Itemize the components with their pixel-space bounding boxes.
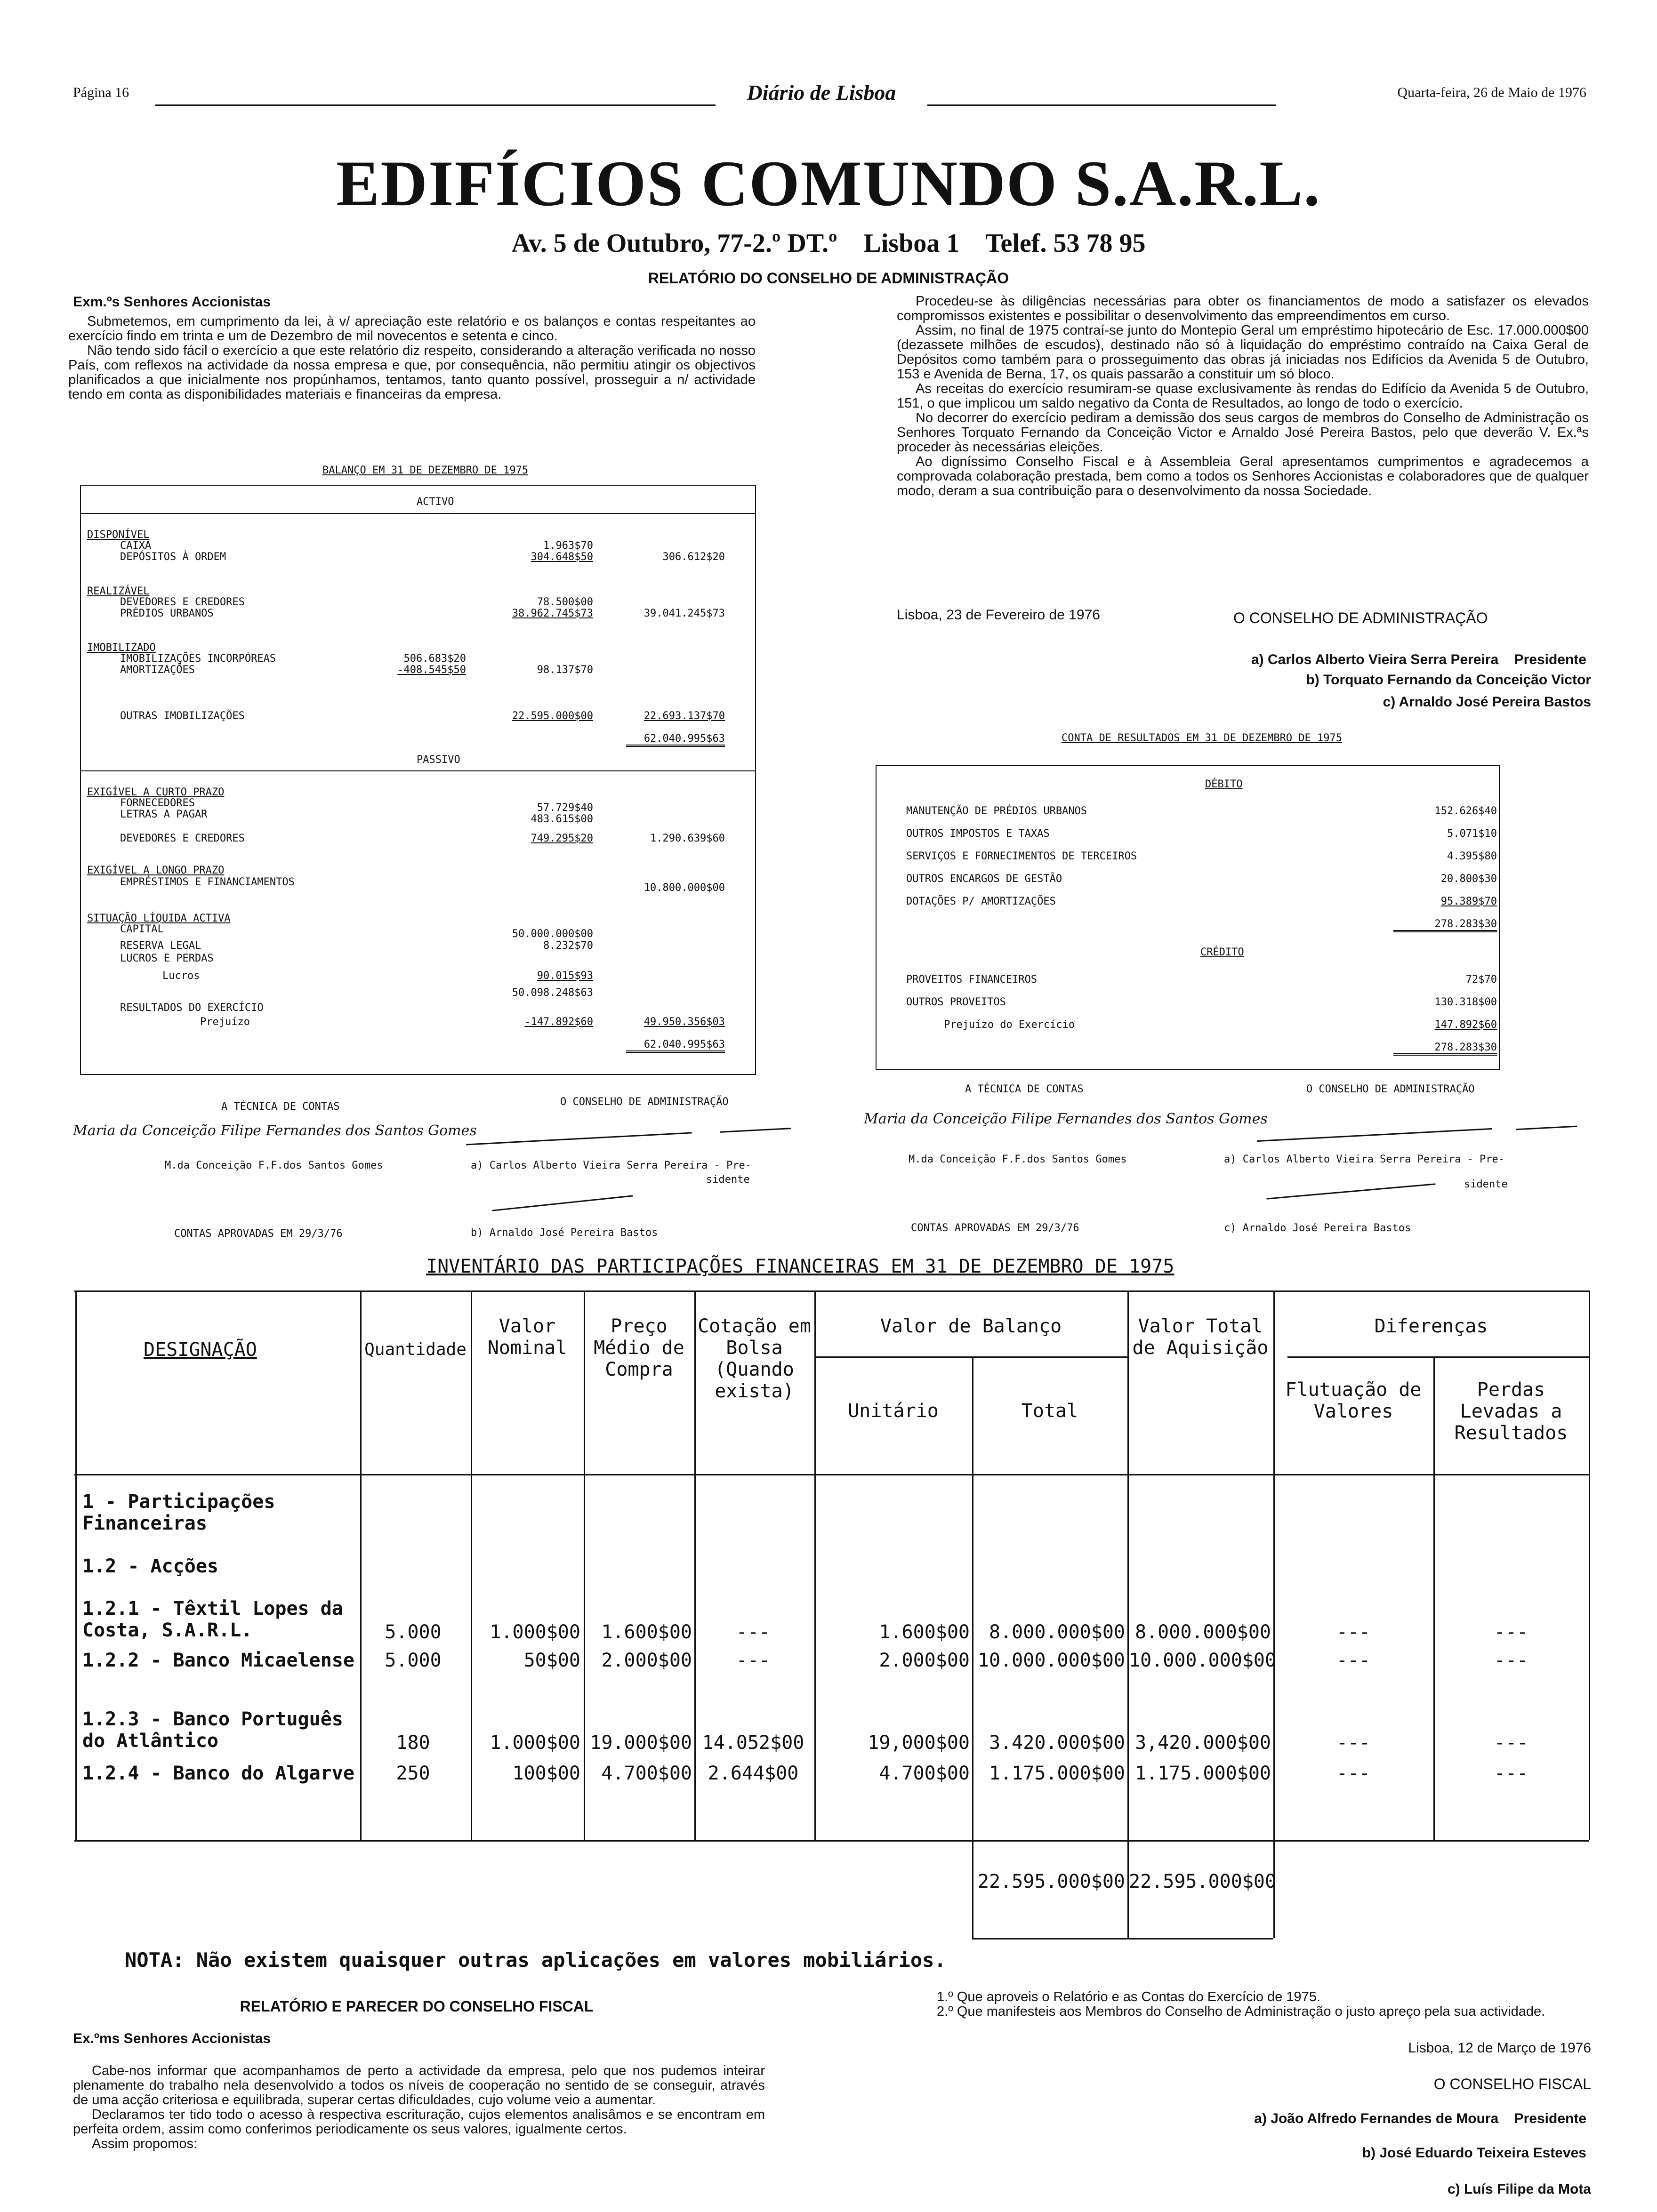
contas-aprovadas: CONTAS APROVADAS EM 29/3/76	[174, 1228, 343, 1240]
board-paragraph: No decorrer do exercício pediram a demissão dos seus cargos de membros do Conselho de Administração os Senhores Torquato Fernando da Conceição Victor e Arnaldo José Pereira Bastos, pelo que deverão V. Ex.ªs proceder às necessárias eleições.	[897, 410, 1589, 455]
col-valor-nominal: Valor Nominal	[487, 1315, 567, 1359]
inventory-group: 1.2 - Acções	[82, 1555, 218, 1577]
balance-label: Prejuízo	[200, 1016, 250, 1028]
balance-passivo: PASSIVO	[417, 754, 460, 766]
inventory-nota: NOTA: Não existem quaisquer outras aplicações em valores mobiliários.	[125, 1948, 946, 1972]
balance-label: RESERVA LEGAL	[120, 940, 201, 952]
board-paragraph: Assim, no final de 1975 contraí-se junto do Montepio Geral um empréstimo hipotecário de Esc. 17.000.000$00 (dezassete milhões de escudos), destinado não só à liquidação do empréstimo contraído na Caixa Geral de Depósitos como também para o prosseguimento das obras já iniciadas nos Edifícios da Avenida 5 de Outubro, 153 e Avenida de Berna, 17, os quais passarão a constituir um só bloco.	[897, 323, 1589, 382]
balance-group: REALIZÁVEL	[87, 585, 150, 597]
fiscal-heading: RELATÓRIO E PARECER DO CONSELHO FISCAL	[240, 1998, 594, 2015]
inventory-cell-perdas: ---	[1494, 1732, 1528, 1754]
inventory-col-rule	[584, 1290, 585, 1840]
inventory-cell-total: 3.420.000$00	[989, 1732, 1125, 1754]
balance-total: 22.693.137$70	[643, 710, 725, 722]
balance-group: SITUAÇÃO LÍQUIDA ACTIVA	[87, 913, 231, 924]
inventory-cell-aquis: 8.000.000$00	[1135, 1621, 1271, 1643]
col-total: Total	[1021, 1400, 1078, 1422]
inventory-cell-flut: ---	[1336, 1732, 1371, 1754]
balance-group: EXIGÍVEL A LONGO PRAZO	[87, 865, 225, 876]
results-label: DOTAÇÕES P/ AMORTIZAÇÕES	[906, 896, 1056, 907]
fiscal-signatory: b) José Eduardo Teixeira Esteves	[1362, 2145, 1586, 2161]
col-cotacao: Cotação em Bolsa (Quando exista)	[698, 1315, 811, 1402]
results-debit-total: 278.283$30	[1393, 919, 1497, 932]
inventory-row-designation: 1.2.2 - Banco Micaelense	[82, 1650, 354, 1671]
results-label: OUTROS ENCARGOS DE GESTÃO	[906, 873, 1062, 885]
board-signatory: a) Carlos Alberto Vieira Serra Pereira Presidente	[1251, 652, 1586, 667]
inventory-cell-total: 1.175.000$00	[989, 1763, 1125, 1784]
inventory-group: 1 - Participações Financeiras	[82, 1491, 275, 1534]
inventory-sum-total: 22.595.000$00	[977, 1871, 1125, 1892]
tecnica-name: M.da Conceição F.F.dos Santos Gomes	[909, 1154, 1127, 1165]
balance-label: DEPÓSITOS À ORDEM	[120, 551, 226, 563]
balance-value: 304.648$50	[531, 551, 593, 563]
balance-rule	[80, 513, 755, 514]
fiscal-proposal: 1.º Que aproveis o Relatório e as Contas do Exercício de 1975.	[937, 1989, 1321, 2004]
results-value: 72$70	[1465, 974, 1497, 986]
inventory-cell-cot: ---	[736, 1650, 771, 1671]
board-signatory: b) Torquato Fernando da Conceição Victor	[1306, 672, 1591, 688]
tecnica-name: M.da Conceição F.F.dos Santos Gomes	[165, 1160, 383, 1171]
inventory-cell-nom: 100$00	[512, 1763, 580, 1784]
col-diferencas: Diferenças	[1374, 1315, 1488, 1337]
tecnica-label: A TÉCNICA DE CONTAS	[965, 1083, 1084, 1095]
signatory-c: c) Arnaldo José Pereira Bastos	[1224, 1222, 1411, 1234]
inventory-cell-qty: 5.000	[385, 1621, 442, 1643]
results-credit-total: 278.283$30	[1393, 1042, 1497, 1056]
results-label: PROVEITOS FINANCEIROS	[906, 974, 1038, 986]
balance-value: 57.729$40	[537, 802, 593, 814]
fiscal-paragraph: Cabe-nos informar que acompanhamos de perto a actividade da empresa, pelo que nos pudemos inteirar plenamente do trabalho nela desenvolvido a todos os níveis de cooperação no sentido de se conseguir, através de uma acção criteriosa e equilibrada, superar certas dificuldades, cujo volume veio a aumentar.	[73, 2063, 765, 2108]
inventory-cell-perdas: ---	[1494, 1650, 1528, 1671]
inventory-cell-total: 10.000.000$00	[977, 1650, 1125, 1671]
company-title: EDIFÍCIOS COMUNDO S.A.R.L.	[336, 147, 1321, 219]
conselho-label: O CONSELHO DE ADMINISTRAÇÃO	[1306, 1083, 1475, 1095]
inventory-title: INVENTÁRIO DAS PARTICIPAÇÕES FINANCEIRAS EM 31 DE DEZEMBRO DE 1975	[426, 1256, 1174, 1277]
balance-value: -147.892$60	[524, 1016, 593, 1028]
balance-total: 10.800.000$00	[643, 882, 725, 894]
fiscal-proposal: 2.º Que manifesteis aos Membros do Conselho de Administração o justo apreço pela sua actividade.	[937, 2004, 1545, 2019]
fiscal-paragraph: Assim propomos:	[92, 2136, 198, 2151]
inventory-subheader-rule	[1287, 1356, 1589, 1358]
inventory-col-rule	[1433, 1356, 1435, 1840]
board-signatory: c) Arnaldo José Pereira Bastos	[1383, 694, 1591, 710]
results-label: OUTROS IMPOSTOS E TAXAS	[906, 828, 1050, 840]
balance-label: OUTRAS IMOBILIZAÇÕES	[120, 710, 245, 722]
fiscal-signed-by: O CONSELHO FISCAL	[1433, 2076, 1591, 2092]
balance-label: FORNECEDORES	[120, 797, 195, 809]
signature-stroke	[466, 1132, 692, 1145]
balance-value: 1.963$70	[543, 540, 593, 552]
results-value: 4.395$80	[1447, 850, 1497, 862]
signatory-a: a) Carlos Alberto Vieira Serra Pereira - Pre-	[1224, 1154, 1505, 1165]
fiscal-place-date: Lisboa, 12 de Março de 1976	[1408, 2040, 1591, 2056]
results-credito: CRÉDITO	[1200, 946, 1244, 958]
signature-stroke	[1516, 1126, 1577, 1130]
inventory-cell-flut: ---	[1336, 1621, 1371, 1643]
balance-total: 306.612$20	[662, 551, 725, 563]
signature-stroke	[1257, 1128, 1492, 1142]
results-label: SERVIÇOS E FORNECIMENTOS DE TERCEIROS	[906, 850, 1137, 862]
board-report-heading: RELATÓRIO DO CONSELHO DE ADMINISTRAÇÃO	[648, 270, 1009, 287]
inventory-cell-aquis: 10.000.000$00	[1129, 1650, 1277, 1671]
inventory-header-rule	[74, 1474, 1589, 1475]
inventory-col-rule	[75, 1290, 77, 1840]
inventory-cell-aquis: 3,420.000$00	[1135, 1732, 1271, 1754]
inventory-col-rule	[694, 1290, 696, 1840]
balance-activo-total: 62.040.995$63	[626, 733, 725, 747]
inventory-cell-preco: 1.600$00	[601, 1621, 692, 1643]
signature-stroke	[720, 1128, 791, 1133]
inventory-cell-flut: ---	[1336, 1650, 1371, 1671]
balance-value: 90.015$93	[537, 970, 593, 982]
col-quantidade: Quantidade	[364, 1340, 467, 1359]
inventory-cell-nom: 1.000$00	[490, 1732, 580, 1754]
inventory-cell-cot: 2.644$00	[708, 1763, 799, 1784]
results-label: MANUTENÇÃO DE PRÉDIOS URBANOS	[906, 805, 1087, 817]
inventory-cell-preco: 4.700$00	[601, 1763, 692, 1784]
board-salutation: Exm.ºs Senhores Accionistas	[73, 294, 271, 310]
balance-value: -408.545$50	[397, 664, 466, 676]
inventory-row-designation: 1.2.1 - Têxtil Lopes da Costa, S.A.R.L.	[82, 1598, 343, 1641]
balance-value: 38.962.745$73	[512, 608, 593, 619]
contas-aprovadas: CONTAS APROVADAS EM 29/3/76	[911, 1222, 1079, 1234]
balance-group: IMOBILIZADO	[87, 642, 156, 654]
balance-label: LETRAS A PAGAR	[120, 809, 208, 820]
balance-group: EXIGÍVEL A CURTO PRAZO	[87, 786, 225, 798]
balance-value: 50.098.248$63	[512, 987, 593, 999]
balance-value: 98.137$70	[537, 664, 593, 676]
board-place-date: Lisboa, 23 de Fevereiro de 1976	[897, 607, 1100, 623]
balance-value: 78.500$00	[537, 596, 593, 608]
balance-group: DISPONÍVEL	[87, 529, 150, 541]
balance-label: LUCROS E PERDAS	[120, 953, 214, 964]
results-value: 5.071$10	[1447, 828, 1497, 840]
inventory-sum-aquis: 22.595.000$00	[1129, 1871, 1277, 1892]
inventory-cell-preco: 2.000$00	[601, 1650, 692, 1671]
balance-value: 50.000.000$00	[512, 928, 593, 940]
results-debito: DÉBITO	[1205, 778, 1243, 790]
balance-activo: ACTIVO	[417, 496, 454, 508]
results-label: OUTROS PROVEITOS	[906, 996, 1006, 1008]
board-report-left	[68, 314, 756, 402]
inventory-cell-unit: 4.700$00	[879, 1763, 970, 1784]
balance-title: BALANÇO EM 31 DE DEZEMBRO DE 1975	[322, 465, 529, 476]
inventory-col-rule	[1589, 1290, 1590, 1840]
inventory-top-rule	[74, 1290, 1589, 1292]
col-valor-total: Valor Total de Aquisição	[1132, 1315, 1269, 1359]
company-address: Av. 5 de Outubro, 77-2.º DT.º Lisboa 1 Telef. 53 78 95	[511, 229, 1146, 258]
balance-value: 483.615$00	[531, 813, 593, 825]
balance-label: IMOBILIZAÇÕES INCORPÓREAS	[120, 653, 276, 665]
results-value: 152.626$40	[1434, 805, 1497, 817]
results-value: 130.318$00	[1434, 996, 1497, 1008]
inventory-cell-qty: 5.000	[385, 1650, 442, 1671]
page-number: Página 16	[73, 85, 129, 100]
inventory-row-designation: 1.2.3 - Banco Português do Atlântico	[82, 1708, 343, 1752]
inventory-cell-nom: 1.000$00	[490, 1621, 580, 1643]
fiscal-proposals	[918, 1990, 1591, 2019]
balance-box	[80, 485, 756, 1075]
signatory-a-cont: sidente	[1464, 1178, 1508, 1190]
inventory-row-designation: 1.2.4 - Banco do Algarve	[82, 1763, 354, 1784]
inventory-col-rule	[814, 1290, 816, 1840]
inventory-subheader-rule	[814, 1356, 1127, 1358]
balance-label: AMORTIZAÇÕES	[120, 664, 195, 676]
issue-date: Quarta-feira, 26 de Maio de 1976	[1397, 85, 1586, 100]
balance-value: 749.295$20	[531, 833, 593, 844]
results-label: Prejuízo do Exercício	[944, 1019, 1075, 1031]
balance-label: RESULTADOS DO EXERCÍCIO	[120, 1002, 264, 1014]
inventory-cell-unit: 19,000$00	[868, 1732, 970, 1754]
inventory-cell-qty: 180	[396, 1732, 430, 1754]
inventory-bottom-rule	[74, 1840, 941, 1842]
inventory-col-rule	[972, 1356, 973, 1938]
fiscal-signatory: a) João Alfredo Fernandes de Moura Presidente	[1254, 2111, 1586, 2126]
fiscal-signatory: c) Luís Filipe da Mota	[1447, 2181, 1591, 2197]
inventory-cell-perdas: ---	[1494, 1763, 1528, 1784]
balance-value: 22.595.000$00	[512, 710, 593, 722]
fiscal-paragraph: Declaramos ter tido todo o acesso à respectiva escrituração, cujos elementos analisâmos e se encontram em perfeita ordem, assim como conferimos periodicamente os seus valores, igualmente certos.	[73, 2107, 765, 2137]
results-value: 147.892$60	[1434, 1019, 1497, 1031]
col-designacao: DESIGNAÇÃO	[144, 1339, 257, 1361]
fiscal-report	[73, 2064, 765, 2151]
inventory-col-rule	[360, 1290, 362, 1840]
inventory-sum-rule	[972, 1938, 1273, 1940]
tecnica-handwritten-signature: Maria da Conceição Filipe Fernandes dos Santos Gomes	[73, 1122, 477, 1139]
inventory-cell-nom: 50$00	[523, 1650, 580, 1671]
board-paragraph: Procedeu-se às diligências necessárias para obter os financiamentos de modo a satisfazer os elevados compromissos existentes e possibilitar o desenvolvimento das empreendimentos em curso.	[897, 294, 1589, 323]
board-report-right	[897, 294, 1589, 498]
newspaper-name: Diário de Lisboa	[747, 80, 896, 104]
header-rule-left	[155, 104, 716, 106]
balance-passivo-total: 62.040.995$63	[626, 1039, 725, 1053]
balance-label: CAPITAL	[120, 923, 164, 935]
signatory-a: a) Carlos Alberto Vieira Serra Pereira - Pre-	[471, 1160, 752, 1171]
col-perdas: Perdas Levadas a Resultados	[1454, 1379, 1568, 1444]
inventory-cell-unit: 1.600$00	[879, 1621, 970, 1643]
balance-label: EMPRÉSTIMOS E FINANCIAMENTOS	[120, 876, 295, 888]
balance-total: 39.041.245$73	[643, 608, 725, 619]
board-paragraph: Submetemos, em cumprimento da lei, à v/ apreciação este relatório e os balanços e contas respeitantes ao exercício findo em trinta e um de Dezembro de mil novecentos e setenta e cinco.	[68, 314, 756, 344]
board-paragraph: Ao digníssimo Conselho Fiscal e à Assembleia Geral apresentamos cumprimentos e agradecemos a comprovada colaboração prestada, bem como a todos os Senhores Accionistas e colaboradores que de qualquer modo, deram a sua contribuição para o desenvolvimento da nossa Sociedade.	[897, 454, 1589, 498]
inventory-cell-flut: ---	[1336, 1763, 1371, 1784]
signature-stroke	[492, 1195, 633, 1211]
board-paragraph: Não tendo sido fácil o exercício a que este relatório diz respeito, considerando a alteração verificada no nosso País, com reflexos na actividade da nossa empresa e que, por consequência, não permitiu atingir os objectivos planificados a que inicialmente nos propúnhamos, tentamos, tanto quanto possível, prosseguir a n/ actividade tendo em conta as disponibilidades materiais e financeiras da empresa.	[68, 343, 756, 402]
balance-value: 506.683$20	[403, 653, 466, 665]
inventory-cell-unit: 2.000$00	[879, 1650, 970, 1671]
fiscal-salutation: Ex.ºms Senhores Accionistas	[73, 2031, 271, 2046]
inventory-col-rule	[1273, 1290, 1275, 1938]
signatory-b: b) Arnaldo José Pereira Bastos	[471, 1227, 658, 1239]
balance-label: Lucros	[162, 970, 200, 982]
board-signed-by: O CONSELHO DE ADMINISTRAÇÃO	[1233, 609, 1488, 626]
results-value: 95.389$70	[1440, 896, 1497, 907]
balance-label: CAIXA	[120, 540, 152, 552]
inventory-cell-total: 8.000.000$00	[989, 1621, 1125, 1643]
conselho-label: O CONSELHO DE ADMINISTRAÇÃO	[560, 1096, 729, 1108]
inventory-cell-perdas: ---	[1494, 1621, 1528, 1643]
header-rule-right	[927, 104, 1276, 106]
col-preco-medio: Preço Médio de Compra	[594, 1315, 684, 1380]
inventory-cell-aquis: 1.175.000$00	[1135, 1763, 1271, 1784]
inventory-col-rule	[1127, 1290, 1129, 1938]
balance-label: DEVEDORES E CREDORES	[120, 596, 245, 608]
inventory-bottom-rule	[941, 1840, 1589, 1842]
inventory-cell-cot: 14.052$00	[702, 1732, 804, 1754]
board-paragraph: As receitas do exercício resumiram-se quase exclusivamente às rendas do Edifício da Avenida 5 de Outubro, 151, o que implicou um saldo negativo da Conta de Resultados, ao longo de todo o exercício.	[897, 381, 1589, 411]
col-flutuacao: Flutuação de Valores	[1285, 1379, 1422, 1422]
inventory-cell-preco: 19.000$00	[590, 1732, 692, 1754]
balance-value: 8.232$70	[543, 940, 593, 952]
signature-stroke	[1267, 1183, 1436, 1199]
tecnica-label: A TÉCNICA DE CONTAS	[221, 1101, 340, 1113]
balance-label: PRÉDIOS URBANOS	[120, 608, 214, 619]
inventory-cell-cot: ---	[736, 1621, 771, 1643]
col-valor-balanco: Valor de Balanço	[880, 1315, 1062, 1337]
results-value: 20.800$30	[1440, 873, 1497, 885]
balance-label: DEVEDORES E CREDORES	[120, 833, 245, 844]
tecnica-handwritten-signature: Maria da Conceição Filipe Fernandes dos Santos Gomes	[864, 1111, 1268, 1127]
balance-total: 49.950.356$03	[643, 1016, 725, 1028]
signatory-a-cont: sidente	[706, 1174, 750, 1186]
balance-total: 1.290.639$60	[650, 833, 725, 844]
balance-rule	[80, 770, 755, 771]
col-unitario: Unitário	[848, 1400, 939, 1422]
inventory-cell-qty: 250	[396, 1763, 430, 1784]
inventory-col-rule	[471, 1290, 472, 1840]
results-title: CONTA DE RESULTADOS EM 31 DE DEZEMBRO DE 1975	[1062, 732, 1343, 744]
